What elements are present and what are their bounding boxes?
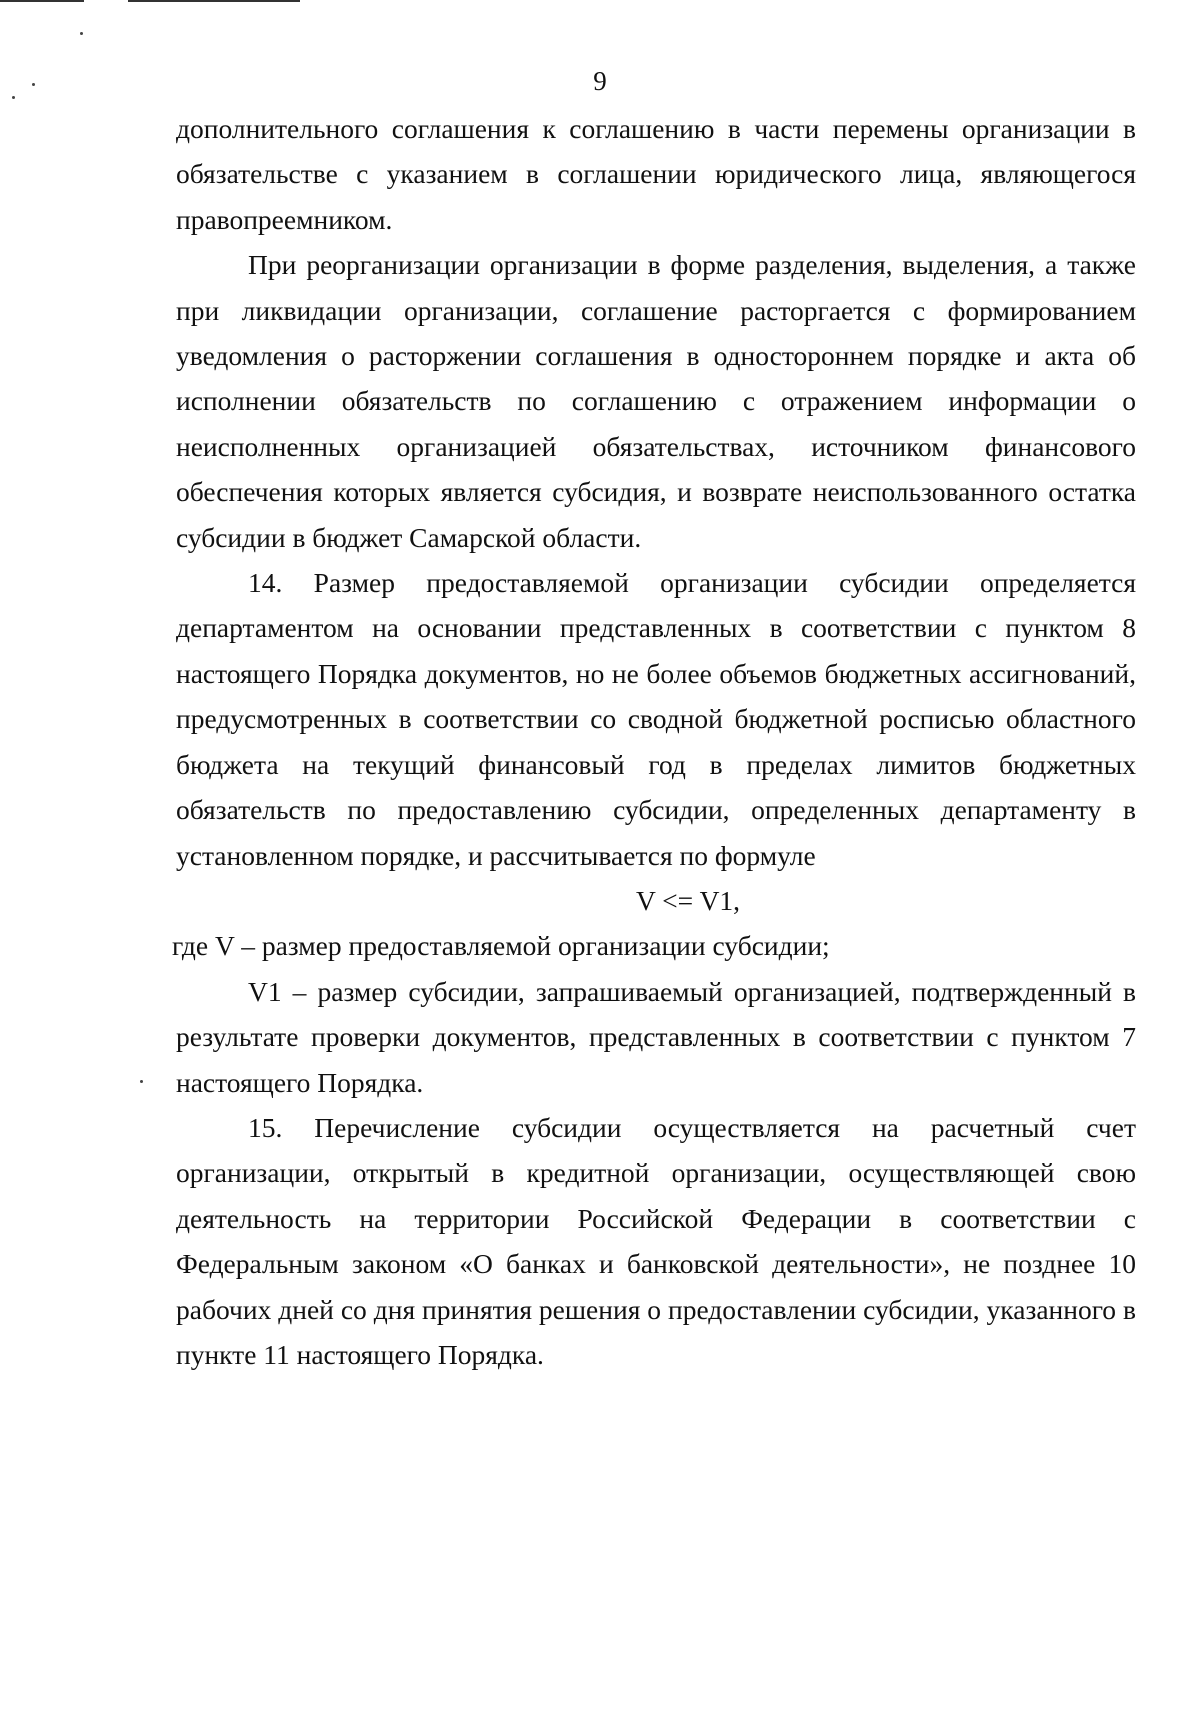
scan-edge-mark bbox=[0, 0, 84, 2]
page-number: 9 bbox=[593, 66, 607, 96]
document-body bbox=[172, 106, 1136, 1377]
formula-definition-v: где V – размер предоставляемой организации субсидии; bbox=[172, 930, 830, 962]
formula-definition-v1: V1 – размер субсидии, запрашиваемый организацией, подтвержденный в результате проверки документов, представленных в соответствии с пунктом 7 настоящего Порядка. bbox=[176, 975, 1136, 1098]
scan-speck bbox=[12, 96, 15, 99]
scan-speck bbox=[140, 1080, 143, 1083]
paragraph-item-15: 15. Перечисление субсидии осуществляется на расчетный счет организации, открытый в кредитной организации, осуществляющей свою деятельность на территории Российской Федерации в соответствии с Федеральным законом «О банках и банковской деятельности», не позднее 10 рабочих дней со дня принятия решения о предоставлении субсидии, указанного в пункте 11 настоящего Порядка. bbox=[176, 1111, 1136, 1370]
paragraph-reorganization: При реорганизации организации в форме разделения, выделения, а также при ликвидации организации, соглашение расторгается с формированием уведомления о расторжении соглашения в одностороннем порядке и акта об исполнении обязательств по соглашению с отражением информации о неисполненных организацией обязательствах, источником финансового обеспечения которых является субсидия, и возврате неиспользованного остатка субсидии в бюджет Самарской области. bbox=[176, 249, 1136, 553]
scan-speck bbox=[80, 32, 83, 35]
paragraph-item-14: 14. Размер предоставляемой организации субсидии определяется департаментом на основании представленных в соответствии с пунктом 8 настоящего Порядка документов, но не более объемов бюджетных ассигнований, предусмотренных в соответствии со сводной бюджетной росписью областного бюджета на текущий финансовый год в пределах лимитов бюджетных обязательств по предоставлению субсидии, определенных департаменту в установленном порядке, и рассчитывается по формуле bbox=[176, 567, 1136, 871]
paragraph-continuation: дополнительного соглашения к соглашению в части перемены организации в обязательстве с указанием в соглашении юридического лица, являющегося правопреемником. bbox=[176, 113, 1136, 235]
formula: V <= V1, bbox=[635, 884, 741, 916]
scan-edge-mark bbox=[128, 0, 300, 2]
